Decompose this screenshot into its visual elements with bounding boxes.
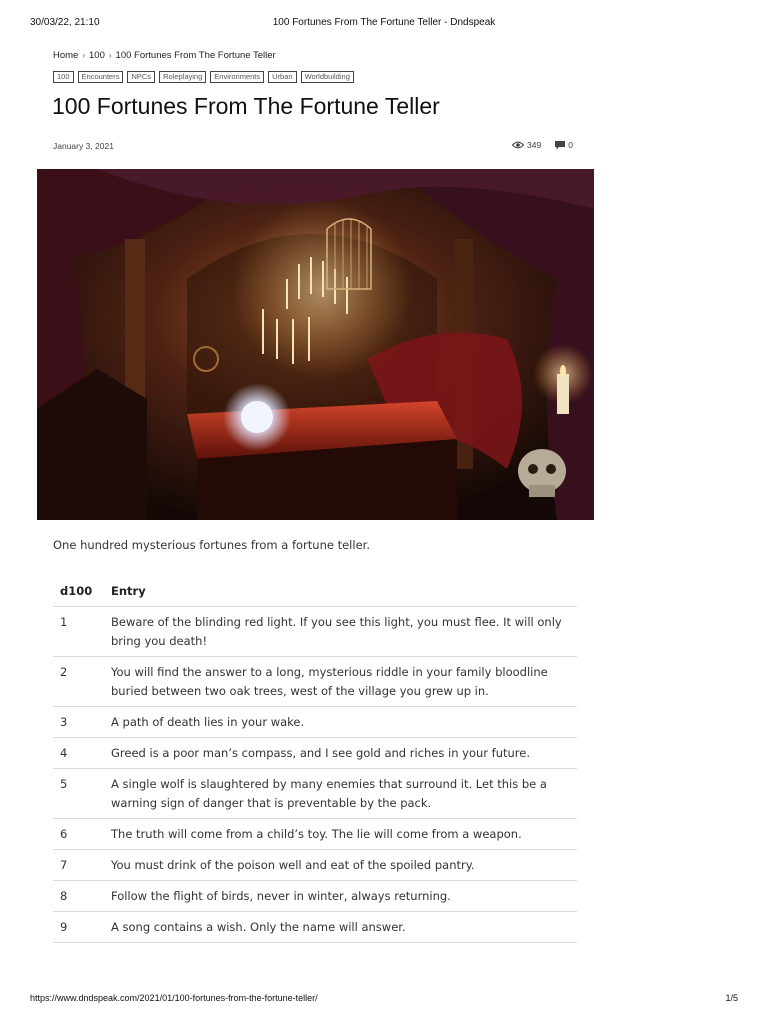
- table-row: [53, 707, 577, 738]
- comment-icon[interactable]: [555, 141, 565, 150]
- breadcrumb-separator: ›: [82, 51, 86, 60]
- eye-icon: [512, 141, 524, 149]
- roll-number: 1: [53, 607, 104, 657]
- column-header-entry: Entry: [104, 576, 577, 607]
- table-row: [53, 607, 577, 657]
- breadcrumb-current: 100 Fortunes From The Fortune Teller: [115, 50, 276, 61]
- fortune-entry: A song contains a wish. Only the name will answer.: [104, 912, 577, 943]
- roll-number: 3: [53, 707, 104, 738]
- breadcrumb-separator: ›: [108, 51, 112, 60]
- tag-urban[interactable]: Urban: [268, 71, 296, 83]
- roll-number: 7: [53, 850, 104, 881]
- roll-number: 6: [53, 819, 104, 850]
- print-datetime: 30/03/22, 21:10: [30, 17, 100, 28]
- breadcrumb: [53, 50, 276, 61]
- fortune-entry: Greed is a poor man’s compass, and I see gold and riches in your future.: [104, 738, 577, 769]
- print-page-number: 1/5: [725, 993, 738, 1003]
- table-row: [53, 819, 577, 850]
- table-row: [53, 738, 577, 769]
- tag-encounters[interactable]: Encounters: [78, 71, 124, 83]
- fortune-entry: A path of death lies in your wake.: [104, 707, 577, 738]
- article-date: January 3, 2021: [53, 141, 114, 151]
- print-url: https://www.dndspeak.com/2021/01/100-fortunes-from-the-fortune-teller/: [30, 993, 318, 1003]
- tag-worldbuilding[interactable]: Worldbuilding: [301, 71, 354, 83]
- hero-image: [37, 169, 594, 520]
- roll-number: 2: [53, 657, 104, 707]
- view-count: 349: [527, 140, 542, 150]
- print-page-title: 100 Fortunes From The Fortune Teller - Dndspeak: [272, 17, 496, 28]
- fortunes-table: [53, 576, 577, 943]
- breadcrumb-category[interactable]: 100: [89, 50, 105, 61]
- tag-roleplaying[interactable]: Roleplaying: [159, 71, 206, 83]
- table-row: [53, 912, 577, 943]
- table-row: [53, 657, 577, 707]
- tag-environments[interactable]: Environments: [210, 71, 264, 83]
- fortune-entry: The truth will come from a child’s toy. The lie will come from a weapon.: [104, 819, 577, 850]
- table-row: [53, 769, 577, 819]
- fortune-entry: You will find the answer to a long, mysterious riddle in your family bloodline buried between two oak trees, west of the village you grew up in.: [104, 657, 577, 707]
- fortune-entry: Follow the flight of birds, never in winter, always returning.: [104, 881, 577, 912]
- breadcrumb-home[interactable]: Home: [53, 50, 79, 61]
- article-intro: One hundred mysterious fortunes from a fortune teller.: [53, 538, 370, 552]
- roll-number: 4: [53, 738, 104, 769]
- article-stats: [512, 140, 578, 150]
- fortune-entry: A single wolf is slaughtered by many enemies that surround it. Let this be a warning sign of danger that is preventable by the pack.: [104, 769, 577, 819]
- roll-number: 5: [53, 769, 104, 819]
- tag-100[interactable]: 100: [53, 71, 74, 83]
- tag-npcs[interactable]: NPCs: [127, 71, 155, 83]
- table-header-row: [53, 576, 577, 607]
- print-footer: [30, 993, 738, 1007]
- roll-number: 8: [53, 881, 104, 912]
- table-row: [53, 850, 577, 881]
- column-header-d100: d100: [53, 576, 104, 607]
- print-header: [30, 17, 738, 31]
- tag-list: [53, 71, 354, 83]
- fortune-entry: Beware of the blinding red light. If you see this light, you must flee. It will only bring you death!: [104, 607, 577, 657]
- comment-count[interactable]: 0: [568, 140, 573, 150]
- roll-number: 9: [53, 912, 104, 943]
- article-title: 100 Fortunes From The Fortune Teller: [52, 93, 440, 119]
- fortune-entry: You must drink of the poison well and eat of the spoiled pantry.: [104, 850, 577, 881]
- table-row: [53, 881, 577, 912]
